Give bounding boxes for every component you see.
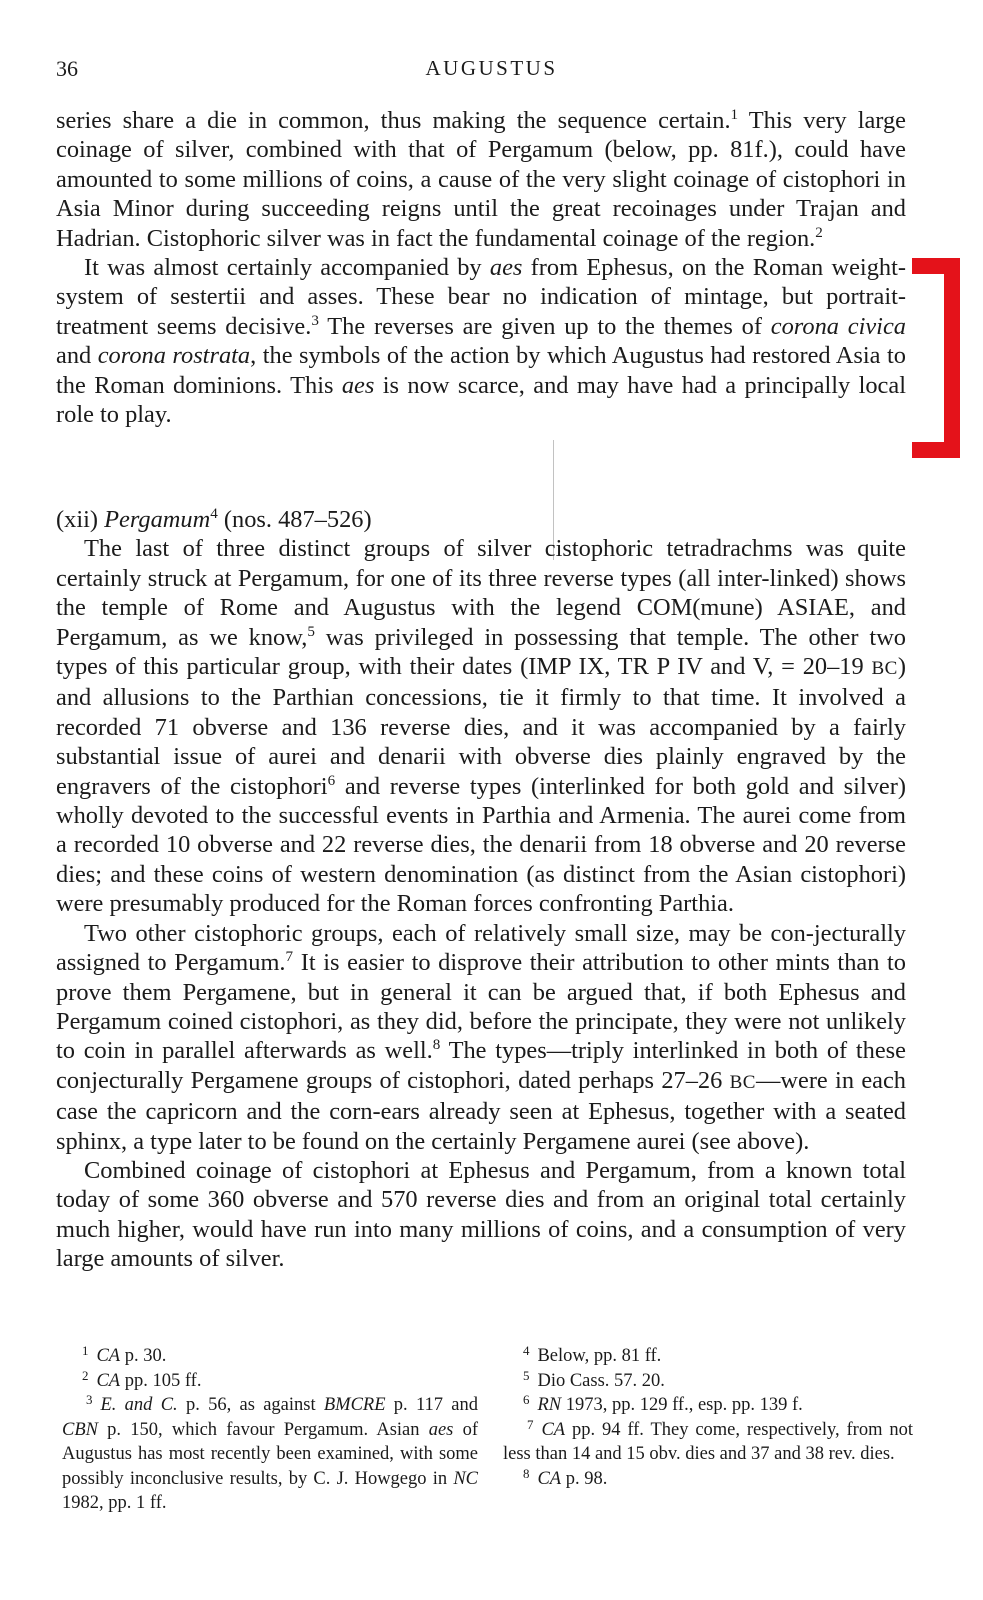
footnote-ref-1: 1 [730,106,739,123]
red-bracket-bar [944,258,960,458]
footnote-ref-8: 8 [432,1037,441,1054]
footnote-4: $^4$ Below, pp. 81 ff. [523,1343,662,1366]
paragraph-pergamum-tetradrachms: The last of three distinct groups of silver cistophoric tetradrachms was quite certainly struck at Pergamum, for one of its three reverse types (all inter-linked) shows the temple of Rome and Augustus with the legend COM(mune) ASIAE, and Pergamum, as we know,$^5$ was privileged in possessing that temple. The other two types of this particular group, with their dates (IMP IX, TR P IV and V, = 20–19 BC) and allusions to the Parthian concessions, tie it firmly to that time. It involved a recorded 71 obverse and 136 reverse dies, and it was accompanied by a fairly substantial issue of aurei and denarii with obverse dies plainly engraved by the engravers of the cistophori$^6$ and reverse types (interlinked for both gold and silver) wholly devoted to the successful events in Parthia and Armenia. The aurei come from a recorded 10 obverse and 22 reverse dies, the denarii from 18 obverse and 20 reverse dies; and these coins of western denomination (as distinct from the Asian cistophori) were presumably produced for the Roman forces confronting Parthia. [56,535,906,918]
footnote-6: $^6$ RN 1973, pp. 129 ff., esp. pp. 139 f. [523,1392,803,1415]
upper-text-block [56,106,906,429]
footnote-3: $^3$ E. and C. p. 56, as against BMCRE p. 117 and CBN p. 150, which favour Pergamum. Asian aes of Augustus has most recently been examined, with some possibly inconclusive results, by C. J. Howgego in NC 1982, pp. 1 ff. [62,1392,479,1513]
paragraph-ephesus-coinage: series share a die in common, thus making the sequence certain.$^1$ This very large coinage of silver, combined with that of Pergamum (below, pp. 81f.), could have amounted to some millions of coins, a cause of the very slight coinage of cistophori in Asia Minor during succeeding reigns until the great recoinages under Trajan and Hadrian. Cistophoric silver was in fact the fundamental coinage of the region.$^2$ [56,106,906,252]
footnote-ref-2: 2 [815,224,823,241]
page-number: 36 [56,56,78,81]
footnote-7: $^7$ CA pp. 94 ff. They come, respectively, from not less than 14 and 15 obv. dies and 37 and 38 rev. dies. [503,1416,913,1464]
footnote-ref-6: 6 [327,772,336,789]
footnote-ref-7: 7 [285,949,294,966]
footnote-8: $^8$ CA p. 98. [523,1465,608,1489]
pergamum-section [56,505,906,1274]
red-bracket-marker [912,258,960,458]
footnote-2: $^2$ CA pp. 105 ff. [82,1367,202,1391]
paragraph-combined-coinage: Combined coinage of cistophori at Ephesus and Pergamum, from a known total today of some 360 obverse and 570 reverse dies and from an original total certainly much higher, would have run into many millions of coins, and a consumption of very large amounts of silver. [56,1156,906,1273]
footnote-ref-3: 3 [311,312,319,329]
paragraph-other-groups: Two other cistophoric groups, each of relatively small size, may be con-jecturally assigned to Pergamum.$^7$ It is easier to disprove their attribution to other mints than to prove them Pergamene, but in general it can be argued that, if both Ephesus and Pergamum coined cistophori, as they did, before the principate, they were not unlikely to coin in parallel afterwards as well.$^8$ The types—triply interlinked in both of these conjecturally Pergamene groups of cistophori, dated perhaps 27–26 BC—were in each case the capricorn and the corn-ears already seen at Ephesus, together with a seated sphinx, a type later to be found on the certainly Pergamene aurei (see above). [56,919,907,1155]
running-head: AUGUSTUS [425,56,558,80]
footnote-5: $^5$ Dio Cass. 57. 20. [523,1367,665,1391]
footnote-1: $^1$ CA p. 30. [82,1343,167,1366]
footnotes-left-column [62,1344,478,1516]
section-heading-pergamum: (xii) Pergamum$^4$ (nos. 487–526) [56,505,372,533]
footnote-ref-5: 5 [307,623,315,640]
footnotes-right-column [503,1344,913,1491]
red-bracket-bottom [912,442,960,458]
footnote-ref-4: 4 [210,505,218,522]
paragraph-ephesus-aes: It was almost certainly accompanied by aes from Ephesus, on the Roman weight-system of sestertii and asses. These bear no indication of mintage, but portrait-treatment seems decisive.$^3$ The reverses are given up to the themes of corona civica and corona rostrata, the symbols of the action by which Augustus had restored Asia to the Roman dominions. This aes is now scarce, and may have had a principally local role to play. [56,254,907,429]
